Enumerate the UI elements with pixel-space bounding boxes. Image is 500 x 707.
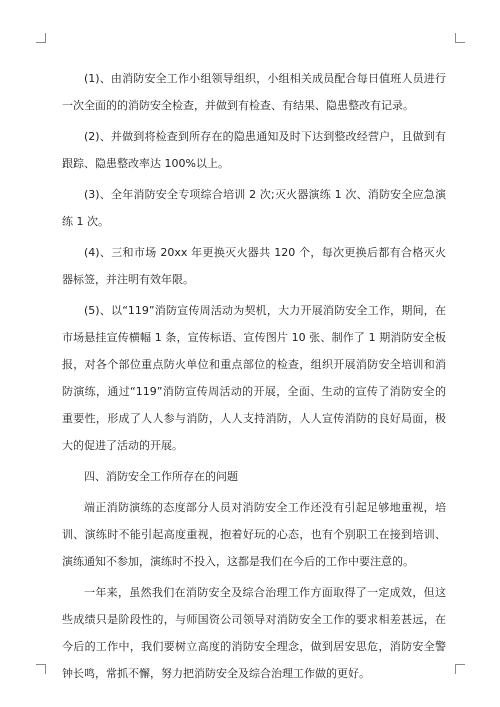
crop-mark-top-left xyxy=(36,33,46,43)
paragraph-item-4: (4)、三和市场 20xx 年更换灭火器共 120 个，每次更换后都有合格灭火器标签，并注明有效年限。 xyxy=(62,246,446,286)
section-heading: 四、消防安全工作所存在的问题 xyxy=(84,470,238,483)
crop-mark-bottom-left xyxy=(36,664,46,674)
paragraph-item-2: (2)、并做到将检查到所存在的隐患通知及时下达到整改经营户，且做到有跟踪、隐患整改率达 100%以上。 xyxy=(62,130,446,170)
paragraph-item-3: (3)、全年消防安全专项综合培训 2 次;灭火器演练 1 次、消防安全应急演练 1 次。 xyxy=(62,188,446,228)
paragraph-summary: 一年来，虽然我们在消防安全及综合治理工作方面取得了一定成效，但这些成绩只是阶段性的，与师国资公司领导对消防安全工作的要求相差甚远，在今后的工作中，我们要树立高度的消防安全理念，做到居安思危，消防安全警钟长鸣，常抓不懈，努力把消防安全及综合治理工作做的更好。 xyxy=(62,586,446,680)
document-body xyxy=(62,65,446,691)
crop-mark-bottom-right xyxy=(455,664,465,674)
paragraph-item-5: (5)、以“119”消防宣传周活动为契机，大力开展消防安全工作，期间，在市场悬挂宣传横幅 1 条，宣传标语、宣传图片 10 张、制作了 1 期消防安全板报，对各个部位重点防火单位和重点部位的检查，组织开展消防安全培训和消防演练，通过“119”消防宣传周活动的开展，全面、生动的宣传了消防安全的重要性，形成了人人参与消防，人人支持消防，人人宣传消防的良好局面，极大的促进了活动的开展。 xyxy=(62,304,446,452)
paragraph-item-1: (1)、由消防安全工作小组领导组织，小组相关成员配合每日值班人员进行一次全面的的消防安全检查，并做到有检查、有结果、隐患整改有记录。 xyxy=(62,72,446,112)
crop-mark-top-right xyxy=(455,33,465,43)
paragraph-problems: 端正消防演练的态度部分人员对消防安全工作还没有引起足够地重视，培训、演练时不能引起高度重视，抱着好玩的心态，也有个别职工在接到培训、演练通知不参加，演练时不投入，这都是我们在今后的工作中要注意的。 xyxy=(62,501,446,568)
